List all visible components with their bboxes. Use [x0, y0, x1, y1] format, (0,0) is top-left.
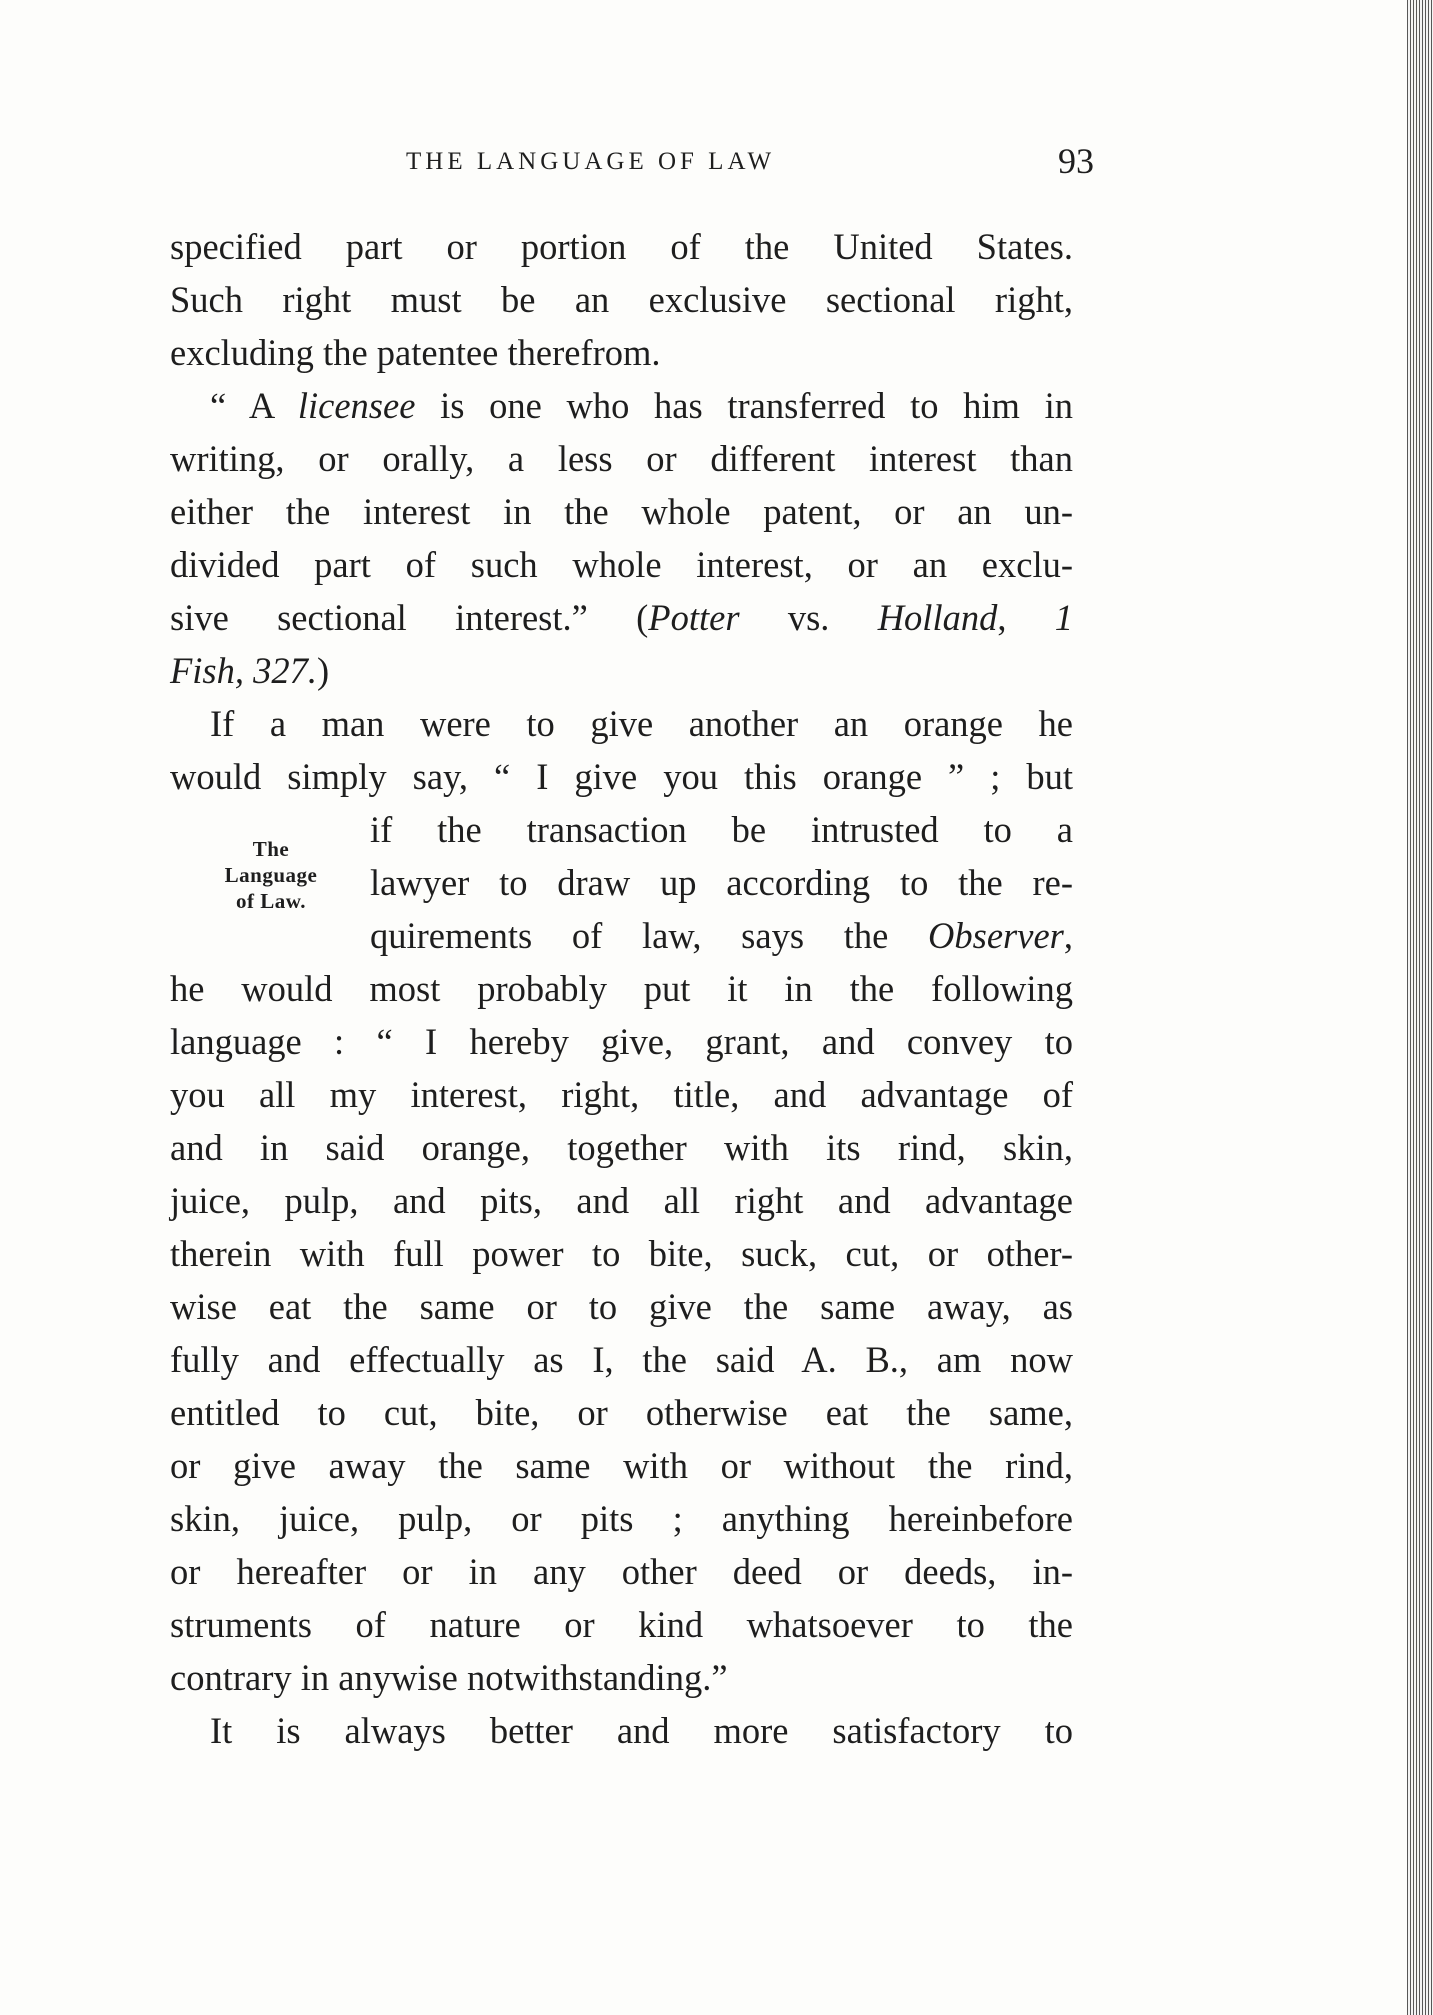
text-line: struments of nature or kind whatsoever to the: [170, 1604, 1073, 1645]
marginal-note-line: The: [252, 837, 290, 861]
text-line: wise eat the same or to give the same away, as: [170, 1286, 1073, 1327]
text-line: [370, 909, 1073, 962]
text-line: specified part or portion of the United States.: [170, 226, 1073, 267]
marginal-note-line: Language: [224, 863, 318, 887]
marginal-note-line: of Law.: [235, 889, 306, 913]
marginal-note: [196, 836, 346, 914]
text-span: vs.: [739, 597, 878, 638]
text-line: Such right must be an exclusive sectional right,: [170, 279, 1073, 320]
citation-line: [170, 591, 1073, 644]
page-number: 93: [1058, 141, 1094, 181]
text-span: is one who has transferred to him in: [415, 385, 1073, 426]
text-line: therein with full power to bite, suck, cut, or other-: [170, 1233, 1073, 1274]
text-span: quirements of law, says the: [370, 915, 929, 956]
text-line: or hereafter or in any other deed or deeds, in-: [170, 1551, 1073, 1592]
text-line: excluding the patentee therefrom.: [170, 332, 661, 373]
italic-term: licensee: [297, 385, 416, 426]
text-line: if the transaction be intrusted to a: [370, 809, 1073, 850]
text-line: contrary in anywise notwithstanding.”: [170, 1657, 728, 1698]
citation-line: [170, 644, 1073, 697]
text-span: sive sectional interest.” (: [170, 597, 649, 638]
case-name: Potter: [648, 597, 740, 638]
text-line: It is always better and more satisfactory to: [210, 1710, 1073, 1751]
text-line: skin, juice, pulp, or pits ; anything hereinbefore: [170, 1498, 1073, 1539]
text-span: ,: [1063, 915, 1073, 956]
source-name: Observer: [928, 915, 1064, 956]
text-line: language : “ I hereby give, grant, and convey to: [170, 1021, 1073, 1062]
citation-volume: 1: [1054, 597, 1074, 638]
text-line: If a man were to give another an orange he: [210, 703, 1073, 744]
text-line: would simply say, “ I give you this orange ” ; but: [170, 756, 1073, 797]
text-line: he would most probably put it in the following: [170, 968, 1073, 1009]
case-name: Holland: [877, 597, 998, 638]
text-line: you all my interest, right, title, and advantage of: [170, 1074, 1073, 1115]
binding-edge: [1407, 0, 1433, 2015]
running-title: THE LANGUAGE OF LAW: [406, 148, 776, 175]
text-line: or give away the same with or without the rind,: [170, 1445, 1073, 1486]
text-line: juice, pulp, and pits, and all right and advantage: [170, 1180, 1073, 1221]
text-line: divided part of such whole interest, or an exclu-: [170, 544, 1073, 585]
text-line: [210, 379, 1073, 432]
text-span: “ A: [210, 385, 298, 426]
text-line: entitled to cut, bite, or otherwise eat the same,: [170, 1392, 1073, 1433]
text-line: either the interest in the whole patent, or an un-: [170, 491, 1073, 532]
text-line: writing, or orally, a less or different interest than: [170, 438, 1073, 479]
text-span: ,: [997, 597, 1055, 638]
text-span: ): [317, 650, 330, 691]
text-line: lawyer to draw up according to the re-: [370, 862, 1073, 903]
text-line: fully and effectually as I, the said A. B., am now: [170, 1339, 1073, 1380]
running-header: [170, 140, 1094, 184]
citation-reporter: Fish, 327.: [170, 650, 318, 691]
text-line: and in said orange, together with its rind, skin,: [170, 1127, 1073, 1168]
